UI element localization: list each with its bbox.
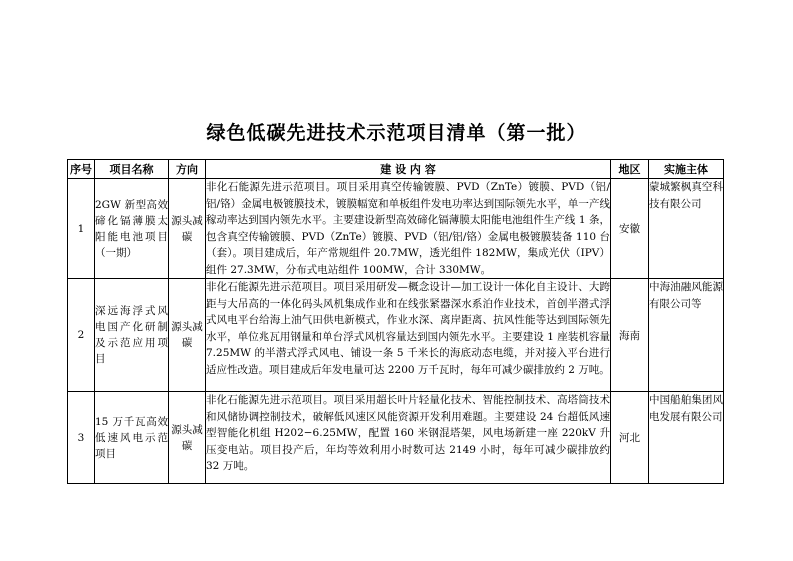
row-content: 非化石能源先进示范项目。项目采用研发—概念设计—加工设计一体化自主设计、大跨距与大吊高的一体化码头风机集成作业和在线张紧器深水系泊作业技术，首创半潜式浮式风电平台给海上油气田供电新模式，作业水深、离岸距离、抗风性能等达到国际领先水平，单位兆瓦用钢量和单台浮式风机容量达到国内领先水平。主要建设 1 座装机容量 7.25MW 的半潜式浮式风电、铺设一条 5 千米长的海底动态电缆，并对接入平台进行适应性改造。项目建成后年发电量可达 2200 万千瓦时，每年可减少碳排放约 2 万吨。 bbox=[206, 279, 611, 392]
header-project-name: 项目名称 bbox=[95, 160, 169, 179]
row-direction: 源头减碳 bbox=[169, 279, 206, 392]
row-seq: 1 bbox=[68, 179, 95, 279]
project-table bbox=[67, 159, 724, 484]
header-seq: 序号 bbox=[68, 160, 95, 179]
row-direction: 源头减碳 bbox=[169, 179, 206, 279]
row-region: 海南 bbox=[611, 279, 649, 392]
row-entity: 中国船舶集团风电发展有限公司 bbox=[649, 392, 724, 484]
page-title: 绿色低碳先进技术示范项目清单（第一批） bbox=[206, 122, 587, 144]
row-seq: 2 bbox=[68, 279, 95, 392]
row-seq: 3 bbox=[68, 392, 95, 484]
header-direction: 方向 bbox=[169, 160, 206, 179]
row-region: 安徽 bbox=[611, 179, 649, 279]
header-entity: 实施主体 bbox=[649, 160, 724, 179]
table-row bbox=[68, 179, 724, 279]
row-content: 非化石能源先进示范项目。项目采用真空传输镀膜、PVD（ZnTe）镀膜、PVD（铝/铝/铬）金属电极镀膜技术，镀膜幅宽和单板组件发电功率达到国际领先水平，单一产线稼动率达到国内领先水平。主要建设新型高效碲化镉薄膜太阳能电池组件生产线 1 条，包含真空传输镀膜、PVD（ZnTe）镀膜、PVD（铝/铝/铬）金属电极镀膜装备 110 台（套）。项目建成后，年产常规组件 20.7MW，透光组件 182MW，集成光伏（IPV）组件 27.3MW，分布式电站组件 100MW，合计 330MW。 bbox=[206, 179, 611, 279]
table-header-row bbox=[68, 160, 724, 179]
row-content: 非化石能源先进示范项目。项目采用超长叶片轻量化技术、智能控制技术、高塔筒技术和风储协调控制技术，破解低风速区风能资源开发利用难题。主要建设 24 台超低风速型智能化机组 H202−6.25MW，配置 160 米钢混塔架，风电场新建一座 220kV 升压变电站。项目投产后，年均等效利用小时数可达 2149 小时，每年可减少碳排放约 32 万吨。 bbox=[206, 392, 611, 484]
header-region: 地区 bbox=[611, 160, 649, 179]
row-entity: 蒙城繁枫真空科技有限公司 bbox=[649, 179, 724, 279]
row-direction: 源头减碳 bbox=[169, 392, 206, 484]
row-project-name: 深远海浮式风电国产化研制及示范应用项目 bbox=[95, 279, 169, 392]
row-entity: 中海油融风能源有限公司等 bbox=[649, 279, 724, 392]
row-project-name: 15 万千瓦高效低速风电示范项目 bbox=[95, 392, 169, 484]
header-content: 建 设 内 容 bbox=[206, 160, 611, 179]
table-row bbox=[68, 279, 724, 392]
table-row bbox=[68, 392, 724, 484]
row-region: 河北 bbox=[611, 392, 649, 484]
row-project-name: 2GW 新型高效碲化镉薄膜太阳能电池项目（一期） bbox=[95, 179, 169, 279]
